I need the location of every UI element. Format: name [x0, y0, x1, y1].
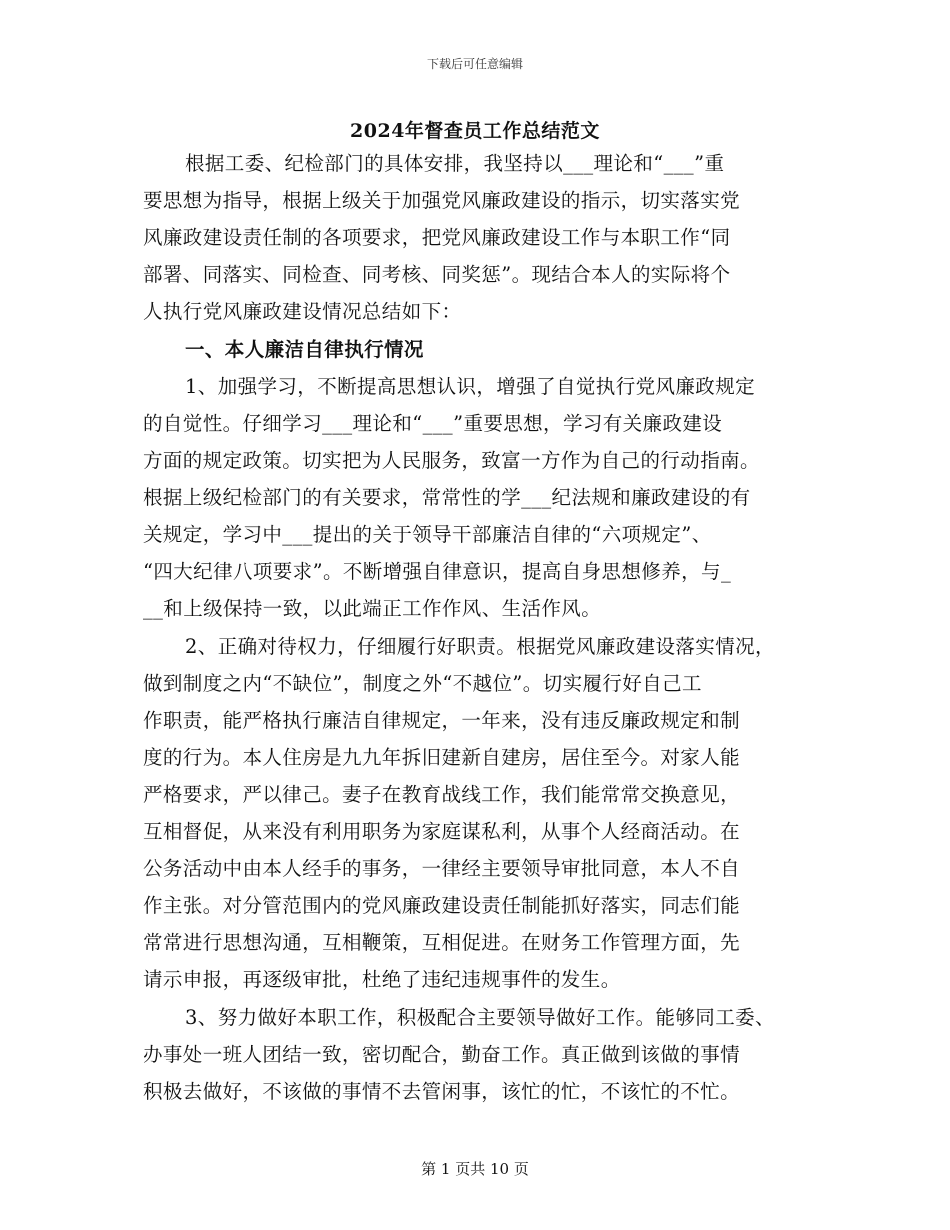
header-note: 下载后可任意编辑	[426, 57, 523, 71]
paragraph-line: 方面的规定政策。切实把为人民服务，致富一方作为自己的行动指南。	[143, 449, 760, 472]
paragraph-line: 常常进行思想沟通，互相鞭策，互相促进。在财务工作管理方面，先	[143, 931, 741, 954]
paragraph-line: 风廉政建设责任制的各项要求，把党风廉政建设工作与本职工作“同	[143, 226, 731, 249]
document-title: 2024年督查员工作总结范文	[350, 120, 600, 142]
paragraph-line: __和上级保持一致，以此端正工作作风、生活作风。	[143, 597, 602, 620]
paragraph-line: 作职责，能严格执行廉洁自律规定，一年来，没有违反廉政规定和制	[143, 709, 741, 732]
paragraph-line: 3、努力做好本职工作，积极配合主要领导做好工作。能够同工委、	[185, 1006, 775, 1029]
paragraph-line: 根据上级纪检部门的有关要求，常常性的学___纪法规和廉政建设的有	[143, 486, 751, 509]
paragraph-line: 1、加强学习，不断提高思想认识，增强了自觉执行党风廉政规定	[185, 375, 756, 398]
paragraph-line: 作主张。对分管范围内的党风廉政建设责任制能抓好落实，同志们能	[143, 894, 741, 917]
paragraph-line: 请示申报，再逐级审批，杜绝了违纪违规事件的发生。	[143, 968, 621, 991]
paragraph-line: 公务活动中由本人经手的事务，一律经主要领导审批同意，本人不自	[143, 857, 741, 880]
paragraph-line: 人执行党风廉政建设情况总结如下：	[143, 300, 462, 323]
paragraph-line: 积极去做好，不该做的事情不去管闲事，该忙的忙，不该忙的不忙。	[143, 1080, 741, 1103]
paragraph-line: 严格要求，严以律己。妻子在教育战线工作，我们能常常交换意见，	[143, 783, 741, 806]
paragraph-line: 要思想为指导，根据上级关于加强党风廉政建设的指示，切实落实党	[143, 189, 741, 212]
paragraph-line: 根据工委、纪检部门的具体安排，我坚持以___理论和“___”重	[185, 152, 725, 175]
section-heading: 一、本人廉洁自律执行情况	[185, 338, 424, 361]
paragraph-line: 部署、同落实、同检查、同考核、同奖惩”。现结合本人的实际将个	[143, 263, 731, 286]
paragraph-line: 关规定，学习中___提出的关于领导干部廉洁自律的“六项规定”、	[143, 523, 712, 546]
paragraph-line: 的自觉性。仔细学习___理论和“___”重要思想，学习有关廉政建设	[143, 412, 723, 435]
paragraph-line: “四大纪律八项要求”。不断增强自律意识，提高自身思想修养，与_	[143, 560, 732, 583]
paragraph-line: 办事处一班人团结一致，密切配合，勤奋工作。真正做到该做的事情	[143, 1043, 741, 1066]
paragraph-line: 做到制度之内“不缺位”，制度之外“不越位”。切实履行好自己工	[143, 672, 702, 695]
paragraph-line: 度的行为。本人住房是九九年拆旧建新自建房，居住至今。对家人能	[143, 746, 741, 769]
paragraph-line: 2、正确对待权力，仔细履行好职责。根据党风廉政建设落实情况，	[185, 635, 775, 658]
paragraph-line: 互相督促，从来没有利用职务为家庭谋私利，从事个人经商活动。在	[143, 820, 741, 843]
page-indicator: 第 1 页共 10 页	[421, 1160, 529, 1178]
